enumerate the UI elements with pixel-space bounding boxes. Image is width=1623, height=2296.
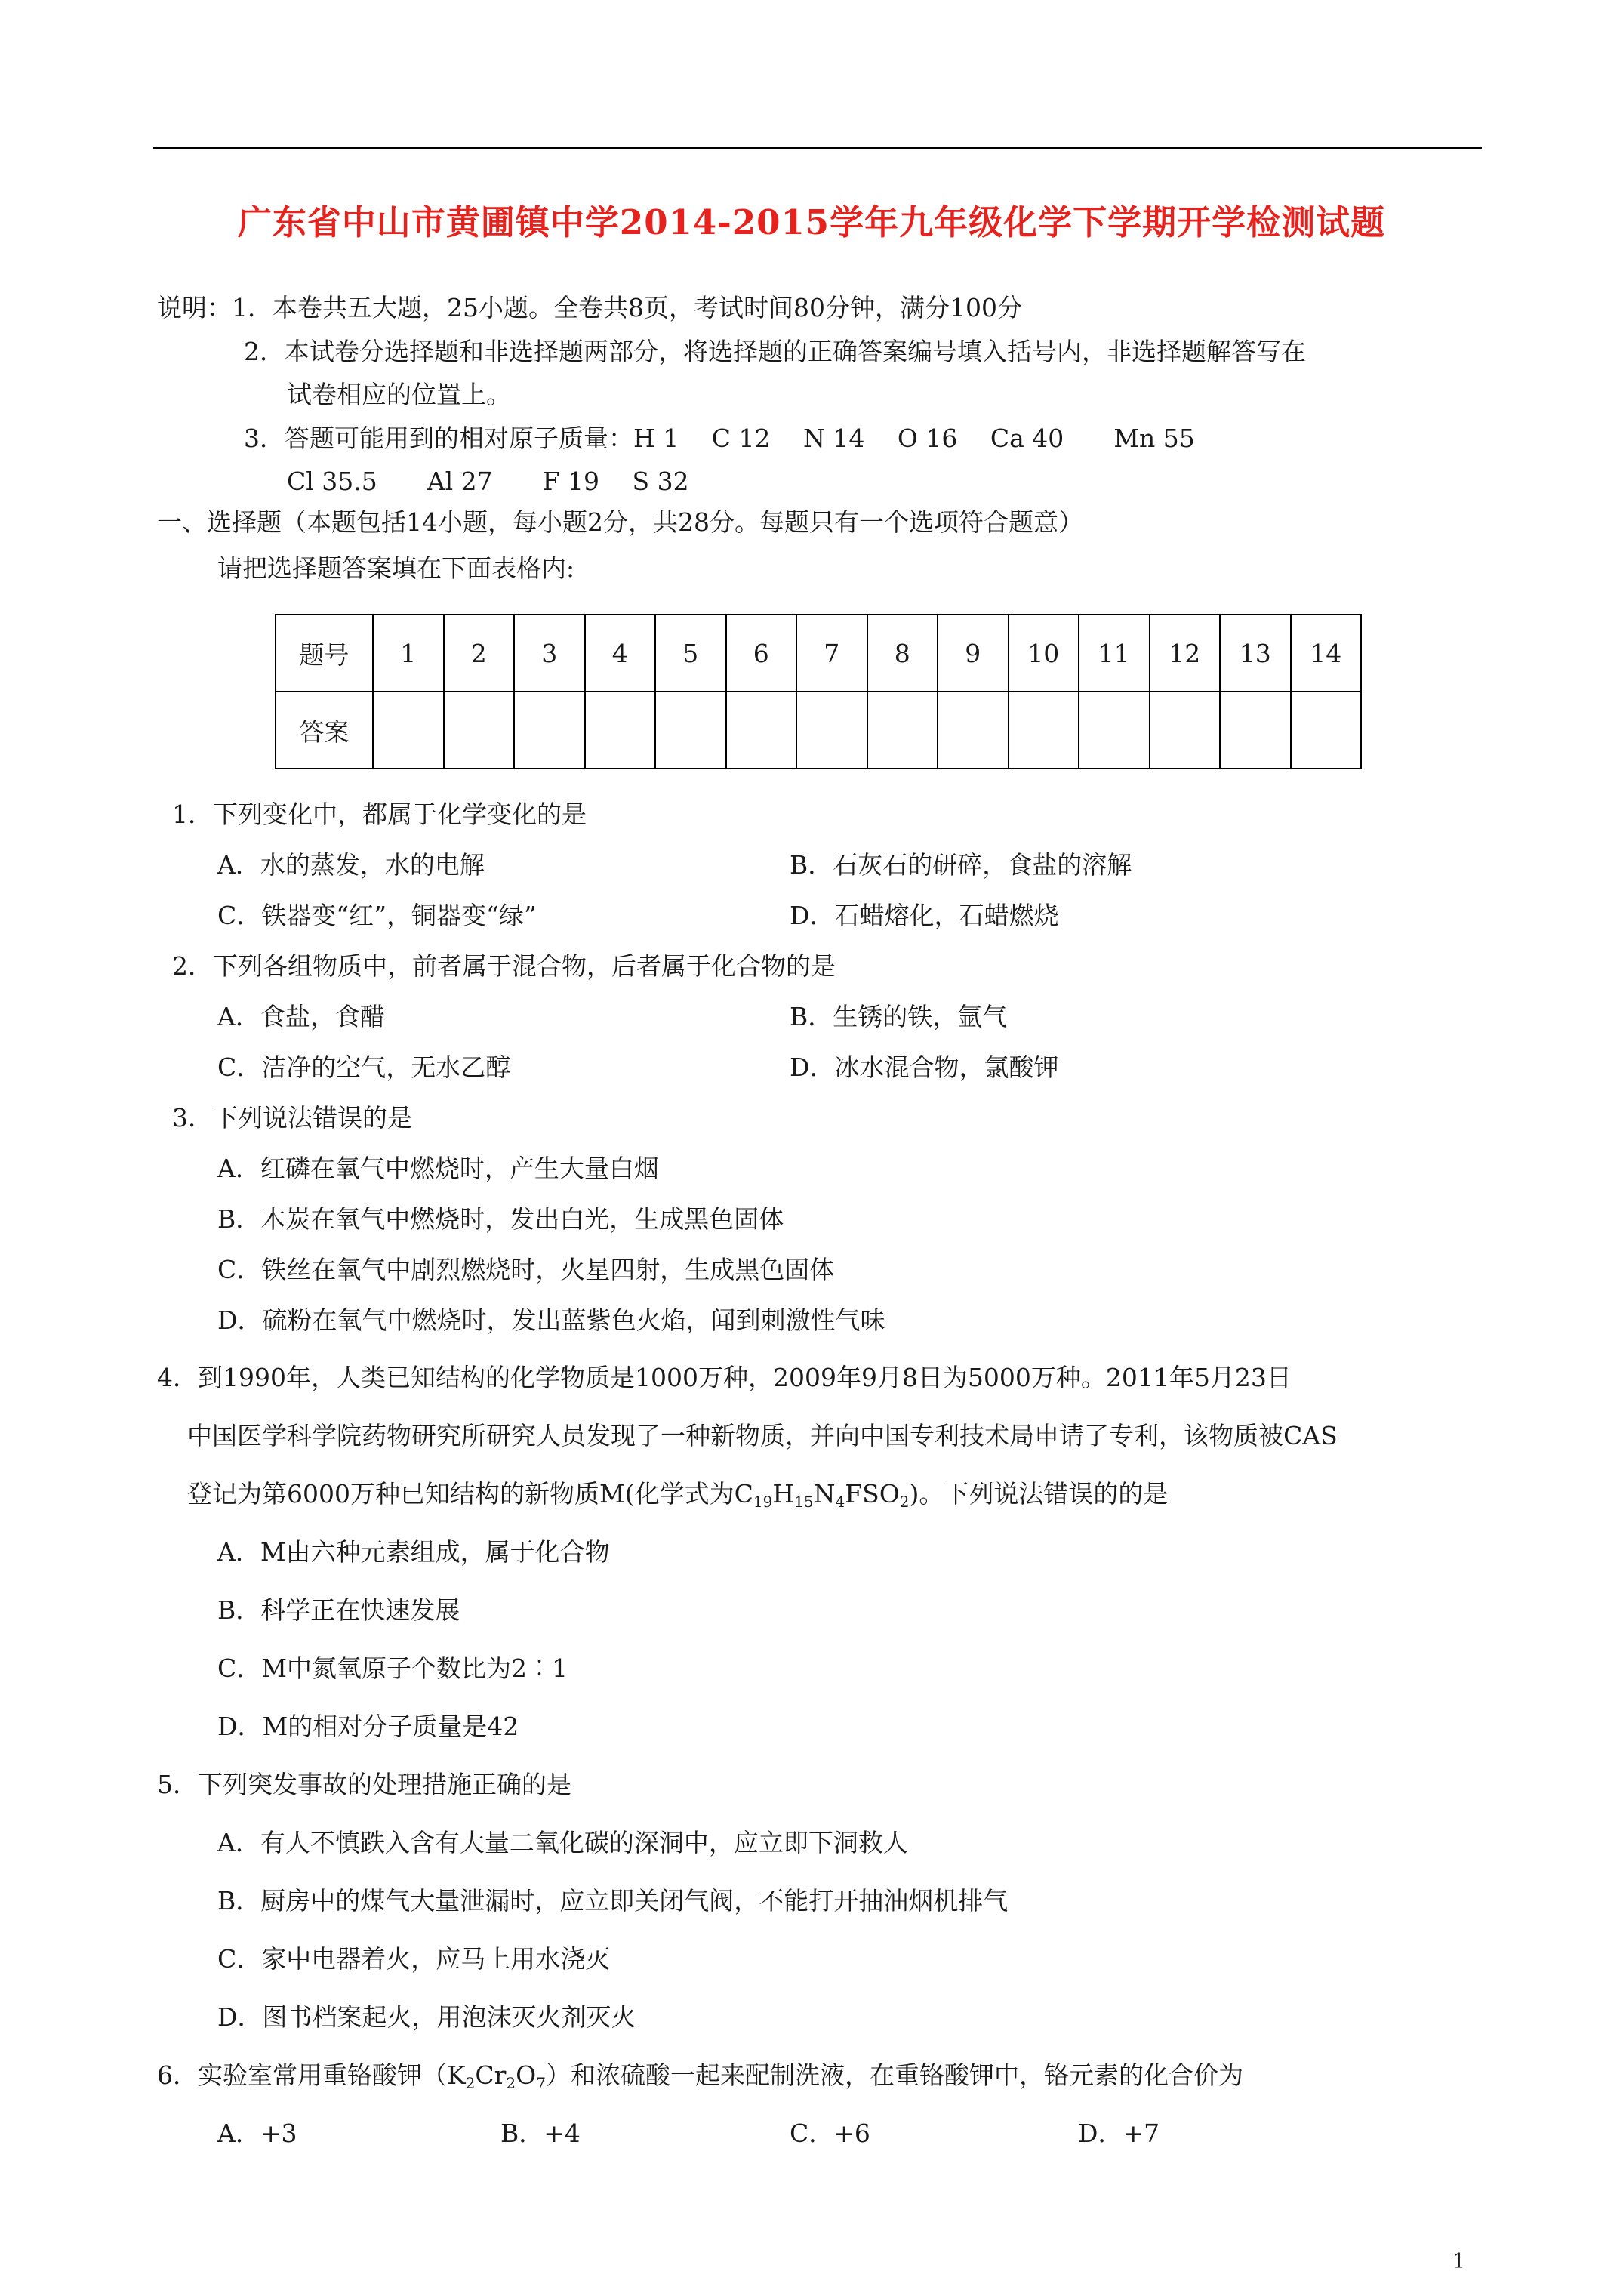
answer-table	[275, 614, 1362, 769]
question-5-option-b: B．厨房中的煤气大量泄漏时，应立即关闭气阀，不能打开抽油烟机排气	[217, 1886, 1009, 1915]
question-6-option-b: B．+4	[500, 2119, 581, 2148]
table-number: 14	[1291, 615, 1362, 692]
page-number: 1	[1452, 2250, 1466, 2273]
question-3-option-d: D．硫粉在氧气中燃烧时，发出蓝紫色火焰，闻到刺激性气味	[217, 1305, 885, 1335]
question-5-stem: 5．下列突发事故的处理措施正确的是	[157, 1770, 571, 1799]
table-number: 12	[1150, 615, 1221, 692]
table-number: 11	[1079, 615, 1150, 692]
question-6-option-a: A．+3	[217, 2119, 297, 2148]
answer-cell[interactable]	[444, 692, 515, 769]
answer-cell[interactable]	[514, 692, 585, 769]
question-6-stem-text: 6．实验室常用重铬酸钾（K	[157, 2060, 466, 2090]
answer-cell[interactable]	[1291, 692, 1362, 769]
instruction-line-3: 试卷相应的位置上。	[287, 380, 511, 409]
table-number: 3	[514, 615, 585, 692]
answer-cell[interactable]	[938, 692, 1009, 769]
question-5-option-a: A．有人不慎跌入含有大量二氧化碳的深洞中，应立即下洞救人	[217, 1828, 908, 1857]
formula-subscript: 4	[835, 1493, 845, 1511]
question-5-option-c: C．家中电器着火，应马上用水浇灭	[217, 1944, 611, 1974]
answer-cell[interactable]	[1009, 692, 1079, 769]
question-1-option-d: D．石蜡熔化，石蜡燃烧	[790, 901, 1059, 930]
answer-cell[interactable]	[726, 692, 797, 769]
table-number: 7	[796, 615, 867, 692]
question-3-stem: 3．下列说法错误的是	[172, 1103, 412, 1133]
question-2-option-b: B．生锈的铁，氩气	[790, 1002, 1008, 1031]
question-4-line-1: 4．到1990年，人类已知结构的化学物质是1000万种，2009年9月8日为5000万种。2011年5月23日	[157, 1363, 1292, 1392]
formula-subscript: 2	[465, 2074, 476, 2092]
question-4-option-d: D．M的相对分子质量是42	[217, 1712, 519, 1741]
question-3-option-a: A．红磷在氧气中燃烧时，产生大量白烟	[217, 1154, 659, 1183]
question-4-line-3-text: 登记为第6000万种已知结构的新物质M(化学式为C	[187, 1479, 753, 1509]
answer-cell[interactable]	[1220, 692, 1291, 769]
question-1-option-a: A．水的蒸发，水的电解	[217, 850, 485, 880]
question-1-option-c: C．铁器变“红”，铜器变“绿”	[217, 901, 537, 930]
question-2-option-d: D．冰水混合物，氯酸钾	[790, 1052, 1059, 1082]
question-4-line-2: 中国医学科学院药物研究所研究人员发现了一种新物质，并向中国专利技术局申请了专利，该物质被CAS	[187, 1421, 1338, 1450]
answer-cell[interactable]	[796, 692, 867, 769]
table-number: 9	[938, 615, 1009, 692]
question-1-option-b: B．石灰石的研碎，食盐的溶解	[790, 850, 1132, 880]
question-2-stem: 2．下列各组物质中，前者属于混合物，后者属于化合物的是	[172, 951, 836, 981]
instruction-line-4: 3．答题可能用到的相对原子质量：H 1 C 12 N 14 O 16 Ca 40 Mn 55	[244, 424, 1195, 453]
question-3-option-b: B．木炭在氧气中燃烧时，发出白光，生成黑色固体	[217, 1204, 784, 1234]
formula-element: O	[516, 2060, 537, 2090]
table-number: 10	[1009, 615, 1079, 692]
instruction-line-1: 说明：1．本卷共五大题，25小题。全卷共8页，考试时间80分钟，满分100分	[157, 293, 1022, 322]
answer-table-answer-row	[276, 692, 1361, 769]
page-title: 广东省中山市黄圃镇中学2014-2015学年九年级化学下学期开学检测试题	[237, 202, 1386, 242]
table-number: 5	[655, 615, 726, 692]
answer-cell[interactable]	[373, 692, 444, 769]
table-number: 2	[444, 615, 515, 692]
formula-element: Cr	[475, 2060, 507, 2090]
instruction-line-5: Cl 35.5 Al 27 F 19 S 32	[287, 467, 689, 496]
instruction-line-2: 2．本试卷分选择题和非选择题两部分，将选择题的正确答案编号填入括号内，非选择题解答写在	[244, 337, 1306, 366]
formula-element: H	[772, 1479, 795, 1509]
answer-cell[interactable]	[585, 692, 656, 769]
answer-cell[interactable]	[867, 692, 938, 769]
formula-subscript: 2	[899, 1493, 910, 1511]
question-6-option-c: C．+6	[790, 2119, 870, 2148]
formula-element: FSO	[845, 1479, 900, 1509]
answer-cell[interactable]	[1150, 692, 1221, 769]
table-number: 8	[867, 615, 938, 692]
question-1-stem: 1．下列变化中，都属于化学变化的是	[172, 800, 587, 829]
question-4-option-b: B．科学正在快速发展	[217, 1595, 460, 1625]
table-note: 请把选择题答案填在下面表格内:	[217, 553, 575, 583]
formula-subscript: 19	[753, 1493, 773, 1511]
question-4-line-3-tail: )。下列说法错误的的是	[909, 1479, 1169, 1509]
question-6-option-d: D．+7	[1078, 2119, 1160, 2148]
answer-table-number-row	[276, 615, 1361, 692]
question-6-stem-tail: ）和浓硫酸一起来配制洗液，在重铬酸钾中，铬元素的化合价为	[545, 2060, 1243, 2090]
row-label-answer: 答案	[276, 692, 373, 769]
section-heading: 一、选择题（本题包括14小题，每小题2分，共28分。每题只有一个选项符合题意）	[157, 507, 1083, 537]
question-4-option-a: A．M由六种元素组成，属于化合物	[217, 1537, 610, 1567]
formula-subscript: 7	[536, 2074, 546, 2092]
header-rule	[153, 147, 1482, 149]
question-2-option-a: A．食盐，食醋	[217, 1002, 385, 1031]
question-6-stem	[157, 2060, 1243, 2091]
question-4-line-3	[187, 1479, 1168, 1509]
question-4-option-c: C．M中氮氧原子个数比为2︰1	[217, 1653, 568, 1683]
question-2-option-c: C．洁净的空气，无水乙醇	[217, 1052, 511, 1082]
table-number: 4	[585, 615, 656, 692]
formula-element: N	[813, 1479, 836, 1509]
question-3-option-c: C．铁丝在氧气中剧烈燃烧时，火星四射，生成黑色固体	[217, 1255, 835, 1284]
answer-cell[interactable]	[655, 692, 726, 769]
table-number: 13	[1220, 615, 1291, 692]
table-number: 6	[726, 615, 797, 692]
question-5-option-d: D．图书档案起火，用泡沫灭火剂灭火	[217, 2002, 636, 2032]
formula-subscript: 15	[794, 1493, 814, 1511]
formula-subscript: 2	[506, 2074, 516, 2092]
row-label-number: 题号	[276, 615, 373, 692]
answer-cell[interactable]	[1079, 692, 1150, 769]
table-number: 1	[373, 615, 444, 692]
